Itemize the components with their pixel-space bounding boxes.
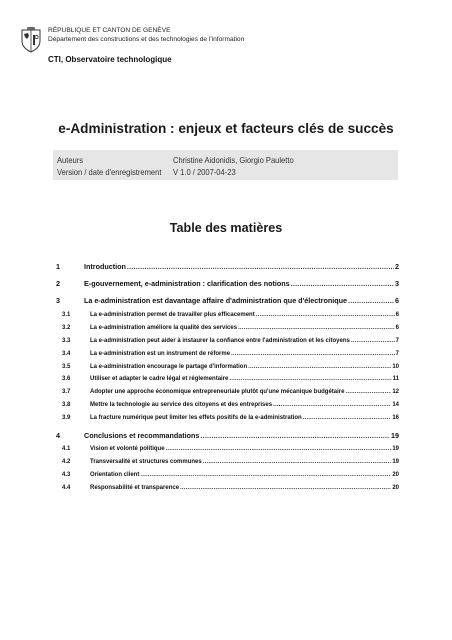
- toc-entry-page: 3: [395, 279, 399, 288]
- toc-entry-number: 3.9: [62, 415, 71, 421]
- republic-line: RÉPUBLIQUE ET CANTON DE GENÈVE: [48, 27, 171, 34]
- toc-entry-number: 4.4: [62, 485, 71, 491]
- toc-dot-leader: [238, 325, 395, 331]
- toc-entry-text: La fracture numérique peut limiter les effets positifs de la e-administration: [90, 415, 302, 421]
- toc-entry-page: 19: [392, 446, 399, 452]
- toc-entry-text: La e-administration est davantage affaire d'administration que d'électronique: [84, 296, 348, 305]
- toc-entry-text: E-gouvernement, e-administration : clarification des notions: [84, 279, 290, 288]
- toc-entry-text: Mettre la technologie au service des citoyens et des entreprises: [90, 402, 273, 408]
- organization-name: CTI, Observatoire technologique: [48, 55, 172, 64]
- toc-entry-page: 20: [392, 485, 399, 491]
- toc-entry-number: 3.3: [62, 338, 71, 344]
- toc-entry-page: 2: [395, 262, 399, 271]
- toc-dot-leader: [140, 472, 391, 478]
- toc-entry-number: 3: [56, 296, 60, 305]
- toc-entry-text: La e-administration peut aider à instaurer la confiance entre l'administration et les citoyens: [90, 338, 350, 344]
- toc-entry[interactable]: [62, 351, 399, 357]
- toc-entry[interactable]: [62, 402, 399, 408]
- toc-entry-number: 3.6: [62, 376, 71, 382]
- toc-dot-leader: [348, 296, 394, 305]
- toc-entry-page: 12: [392, 389, 399, 395]
- toc-dot-leader: [203, 459, 392, 465]
- toc-entry-page: 14: [392, 402, 399, 408]
- document-title: e-Administration : enjeux et facteurs clés de succès: [58, 121, 394, 136]
- toc-entry-page: 20: [392, 472, 399, 478]
- toc-entry-number: 3.4: [62, 351, 71, 357]
- toc-entry[interactable]: [62, 389, 399, 395]
- toc-entry[interactable]: [62, 325, 399, 331]
- toc-entry-page: 11: [392, 376, 399, 382]
- department-line: Département des constructions et des technologies de l'information: [48, 35, 245, 43]
- toc-entry-page: 7: [395, 338, 399, 344]
- toc-entry-page: 7: [395, 351, 399, 357]
- toc-entry-number: 3.5: [62, 364, 71, 370]
- toc-entry[interactable]: [56, 296, 399, 305]
- toc-entry-page: 16: [392, 415, 399, 421]
- toc-dot-leader: [229, 376, 391, 382]
- toc-entry[interactable]: [62, 338, 399, 344]
- toc-entry[interactable]: [62, 376, 399, 382]
- toc-dot-leader: [291, 279, 394, 288]
- toc-entry-text: Transversalité et structures communes: [90, 459, 202, 465]
- toc-title: Table des matières: [169, 221, 283, 235]
- toc-dot-leader: [166, 446, 392, 452]
- toc-entry-page: 6: [395, 312, 399, 318]
- toc-entry-number: 4.2: [62, 459, 71, 465]
- toc-entry-number: 4.1: [62, 446, 71, 452]
- version-value: V 1.0 / 2007-04-23: [173, 167, 236, 177]
- toc-entry-text: La e-administration permet de travailler plus efficacement: [90, 312, 255, 318]
- version-label: Version / date d'enregistrement: [57, 167, 162, 177]
- toc-dot-leader: [273, 402, 391, 408]
- toc-dot-leader: [180, 485, 391, 491]
- toc-entry-number: 3.7: [62, 389, 71, 395]
- toc-entry[interactable]: [62, 415, 399, 421]
- toc-entry-page: 6: [395, 296, 399, 305]
- toc-entry-number: 1: [56, 262, 60, 271]
- toc-dot-leader: [200, 431, 390, 440]
- toc-entry-page: 19: [392, 459, 399, 465]
- toc-entry-number: 2: [56, 279, 60, 288]
- toc-entry[interactable]: [56, 431, 399, 440]
- toc-entry[interactable]: [56, 279, 399, 288]
- toc-entry-text: Adopter une approche économique entrepreneuriale plutôt qu'une mécanique budgétaire: [90, 389, 345, 395]
- toc-entry-text: Introduction: [84, 262, 126, 271]
- toc-entry[interactable]: [62, 364, 399, 370]
- toc-dot-leader: [231, 351, 395, 357]
- toc-entry-text: Responsabilité et transparence: [90, 485, 180, 491]
- toc-entry-number: 4: [56, 431, 60, 440]
- toc-entry-number: 3.8: [62, 402, 71, 408]
- toc-entry-text: Utiliser et adapter le cadre légal et réglementaire: [90, 376, 229, 382]
- toc-entry[interactable]: [62, 472, 399, 478]
- document-header: [20, 27, 440, 67]
- geneva-coat-of-arms-icon: [20, 27, 42, 53]
- toc-entry-text: Vision et volonté politique: [90, 446, 165, 452]
- toc-dot-leader: [248, 364, 391, 370]
- toc-entry-text: La e-administration améliore la qualité des services: [90, 325, 238, 331]
- toc-entry-page: 10: [392, 364, 399, 370]
- toc-entry-page: 6: [395, 325, 399, 331]
- toc-dot-leader: [345, 389, 391, 395]
- toc-entry-number: 4.3: [62, 472, 71, 478]
- toc-dot-leader: [127, 262, 394, 271]
- toc-entry-text: La e-administration est un instrument de réforme: [90, 351, 231, 357]
- metadata-table: [53, 150, 398, 180]
- toc-entry-page: 19: [391, 431, 399, 440]
- toc-entry[interactable]: [62, 459, 399, 465]
- authors-value: Christine Aidonidis, Giorgio Pauletto: [173, 155, 294, 165]
- toc-entry[interactable]: [56, 262, 399, 271]
- toc-entry-number: 3.2: [62, 325, 71, 331]
- toc-entry-text: Conclusions et recommandations: [84, 431, 200, 440]
- toc-entry-text: La e-administration encourage le partage d'information: [90, 364, 248, 370]
- authors-label: Auteurs: [57, 155, 84, 165]
- toc-entry[interactable]: [62, 485, 399, 491]
- toc-dot-leader: [303, 415, 392, 421]
- toc-entry-text: Orientation client: [90, 472, 140, 478]
- toc-entry[interactable]: [62, 446, 399, 452]
- toc-dot-leader: [256, 312, 395, 318]
- toc-dot-leader: [351, 338, 395, 344]
- toc-entry[interactable]: [62, 312, 399, 318]
- toc-entry-number: 3.1: [62, 312, 71, 318]
